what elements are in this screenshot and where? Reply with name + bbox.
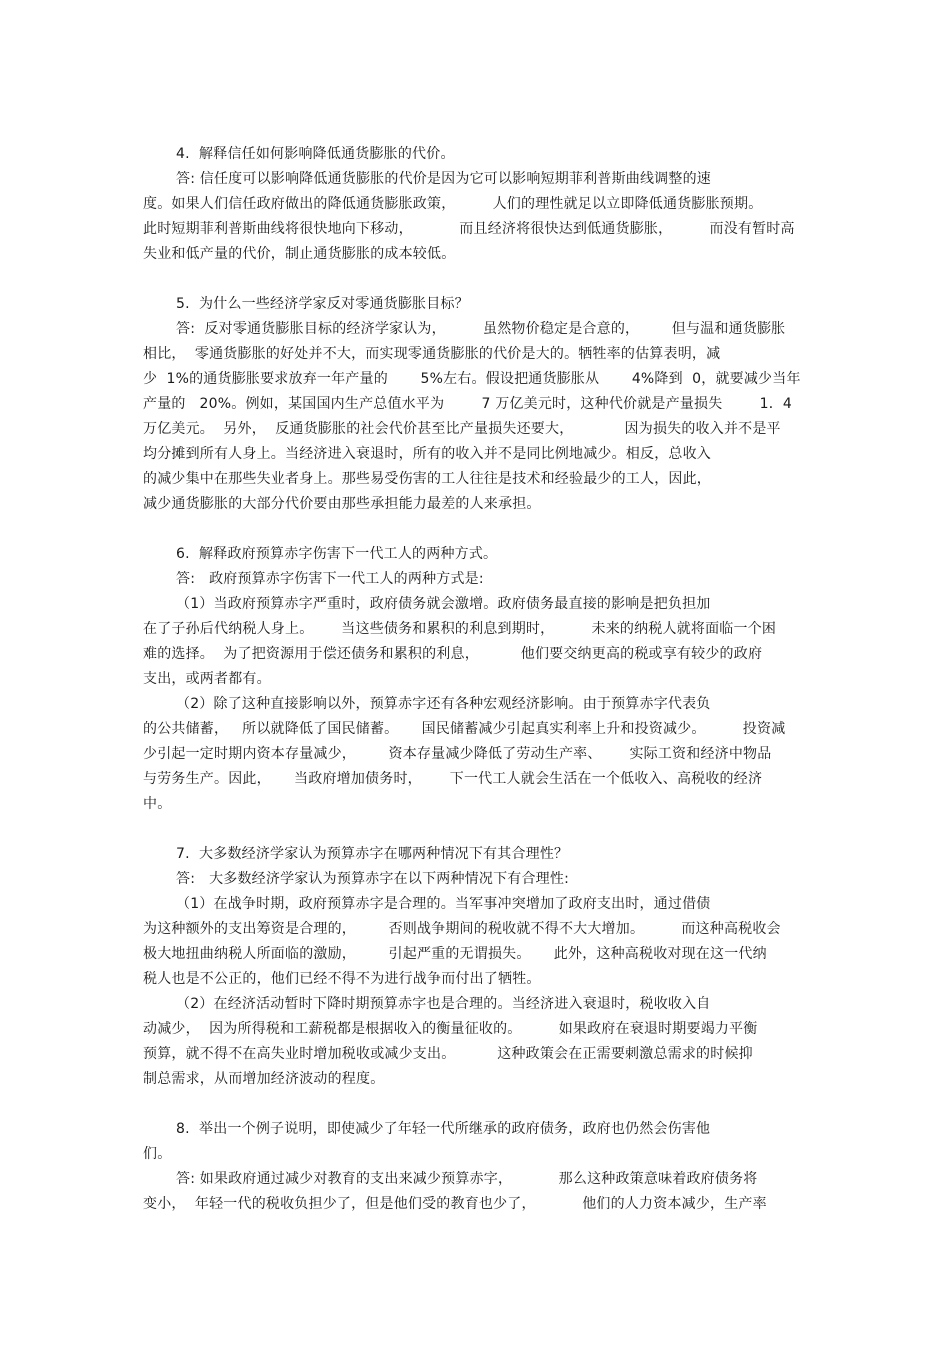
answer-7-line: 动减少， 因为所得税和工薪税都是根据收入的衡量征收的。 如果政府在衰退时期要竭力平衡 [143,1021,758,1037]
answer-4-line: 度。如果人们信任政府做出的降低通货膨胀政策， 人们的理性就足以立即降低通货膨胀预期。 [143,196,763,212]
question-7-heading: 7. 大多数经济学家认为预算赤字在哪两种情况下有其合理性？ [176,846,569,862]
answer-6-line: （2）除了这种直接影响以外，预算赤字还有各种宏观经济影响。由于预算赤字代表负 [176,696,711,712]
answer-8-line: 们。 [143,1146,172,1162]
answer-4-line: 失业和低产量的代价，制止通货膨胀的成本较低。 [143,246,456,262]
answer-5-line: 万亿美元。 另外， 反通货膨胀的社会代价甚至比产量损失还要大， 因为损失的收入并不是平 [143,421,781,437]
answer-7-line: 预算，就不得不在高失业时增加税收或减少支出。 这种政策会在正需要刺激总需求的时候抑 [143,1046,753,1062]
question-8-heading: 8. 举出一个例子说明，即使减少了年轻一代所继承的政府债务，政府也仍然会伤害他 [176,1121,711,1137]
answer-6-line: 在了子孙后代纳税人身上。 当这些债务和累积的利息到期时， 未来的纳税人就将面临一个困 [143,621,777,637]
answer-5-line: 答: 反对零通货膨胀目标的经济学家认为， 虽然物价稳定是合意的， 但与温和通货膨胀 [176,321,786,337]
answer-7-line: 税人也是不公正的，他们已经不得不为进行战争而付出了牺牲。 [143,971,541,987]
answer-6-line: 中。 [143,796,172,812]
answer-6-line: 少引起一定时期内资本存量减少， 资本存量减少降低了劳动生产率、 实际工资和经济中物品 [143,746,772,762]
answer-6-line: （1）当政府预算赤字严重时，政府债务就会激增。政府债务最直接的影响是把负担加 [176,596,711,612]
answer-7-line: 制总需求，从而增加经济波动的程度。 [143,1071,385,1087]
answer-6-line: 难的选择。 为了把资源用于偿还债务和累积的利息， 他们要交纳更高的税或享有较少的政府 [143,646,763,662]
question-4-heading: 4. 解释信任如何影响降低通货膨胀的代价。 [176,146,455,162]
answer-7-line: 极大地扭曲纳税人所面临的激励， 引起严重的无谓损失。 此外，这种高税收对现在这一代纳 [143,946,767,962]
answer-5-line: 的减少集中在那些失业者身上。那些易受伤害的工人往往是技术和经验最少的工人，因此， [143,471,711,487]
answer-5-line: 相比， 零通货膨胀的好处并不大，而实现零通货膨胀的代价是大的。牺牲率的估算表明，减 [143,346,721,362]
question-5-heading: 5. 为什么一些经济学家反对零通货膨胀目标？ [176,296,469,312]
answer-8-line: 变小， 年轻一代的税收负担少了，但是他们受的教育也少了， 他们的人力资本减少，生产率 [143,1196,767,1212]
answer-5-line: 均分摊到所有人身上。当经济进入衰退时，所有的收入并不是同比例地减少。相反，总收入 [143,446,711,462]
answer-7-line: （1）在战争时期，政府预算赤字是合理的。当军事冲突增加了政府支出时，通过借债 [176,896,711,912]
answer-6-line: 支出，或两者都有。 [143,671,271,687]
question-6-heading: 6. 解释政府预算赤字伤害下一代工人的两种方式。 [176,546,498,562]
answer-5-line: 减少通货膨胀的大部分代价要由那些承担能力最差的人来承担。 [143,496,541,512]
answer-7-line: （2）在经济活动暂时下降时期预算赤字也是合理的。当经济进入衰退时，税收收入自 [176,996,711,1012]
answer-4-line: 此时短期菲利普斯曲线将很快地向下移动， 而且经济将很快达到低通货膨胀， 而没有暂时高 [143,221,795,237]
answer-6-line: 答: 政府预算赤字伤害下一代工人的两种方式是: [176,571,484,587]
answer-7-line: 答: 大多数经济学家认为预算赤字在以下两种情况下有合理性: [176,871,569,887]
answer-5-line: 产量的 20%。例如，某国国内生产总值水平为 7 万亿美元时，这种代价就是产量损失 1．4 [143,396,793,412]
answer-6-line: 的公共储蓄， 所以就降低了国民储蓄。 国民储蓄减少引起真实利率上升和投资减少。 投资减 [143,721,786,737]
answer-5-line: 少 1%的通货膨胀要求放弃一年产量的 5%左右。假设把通货膨胀从 4%降到 0，就要减少当年 [143,371,801,387]
answer-8-line: 答: 如果政府通过减少对教育的支出来减少预算赤字， 那么这种政策意味着政府债务将 [176,1171,758,1187]
answer-4-line: 答: 信任度可以影响降低通货膨胀的代价是因为它可以影响短期菲利普斯曲线调整的速 [176,171,711,187]
answer-6-line: 与劳务生产。因此， 当政府增加债务时， 下一代工人就会生活在一个低收入、高税收的经济 [143,771,763,787]
answer-7-line: 为这种额外的支出筹资是合理的， 否则战争期间的税收就不得不大大增加。 而这种高税收会 [143,921,781,937]
